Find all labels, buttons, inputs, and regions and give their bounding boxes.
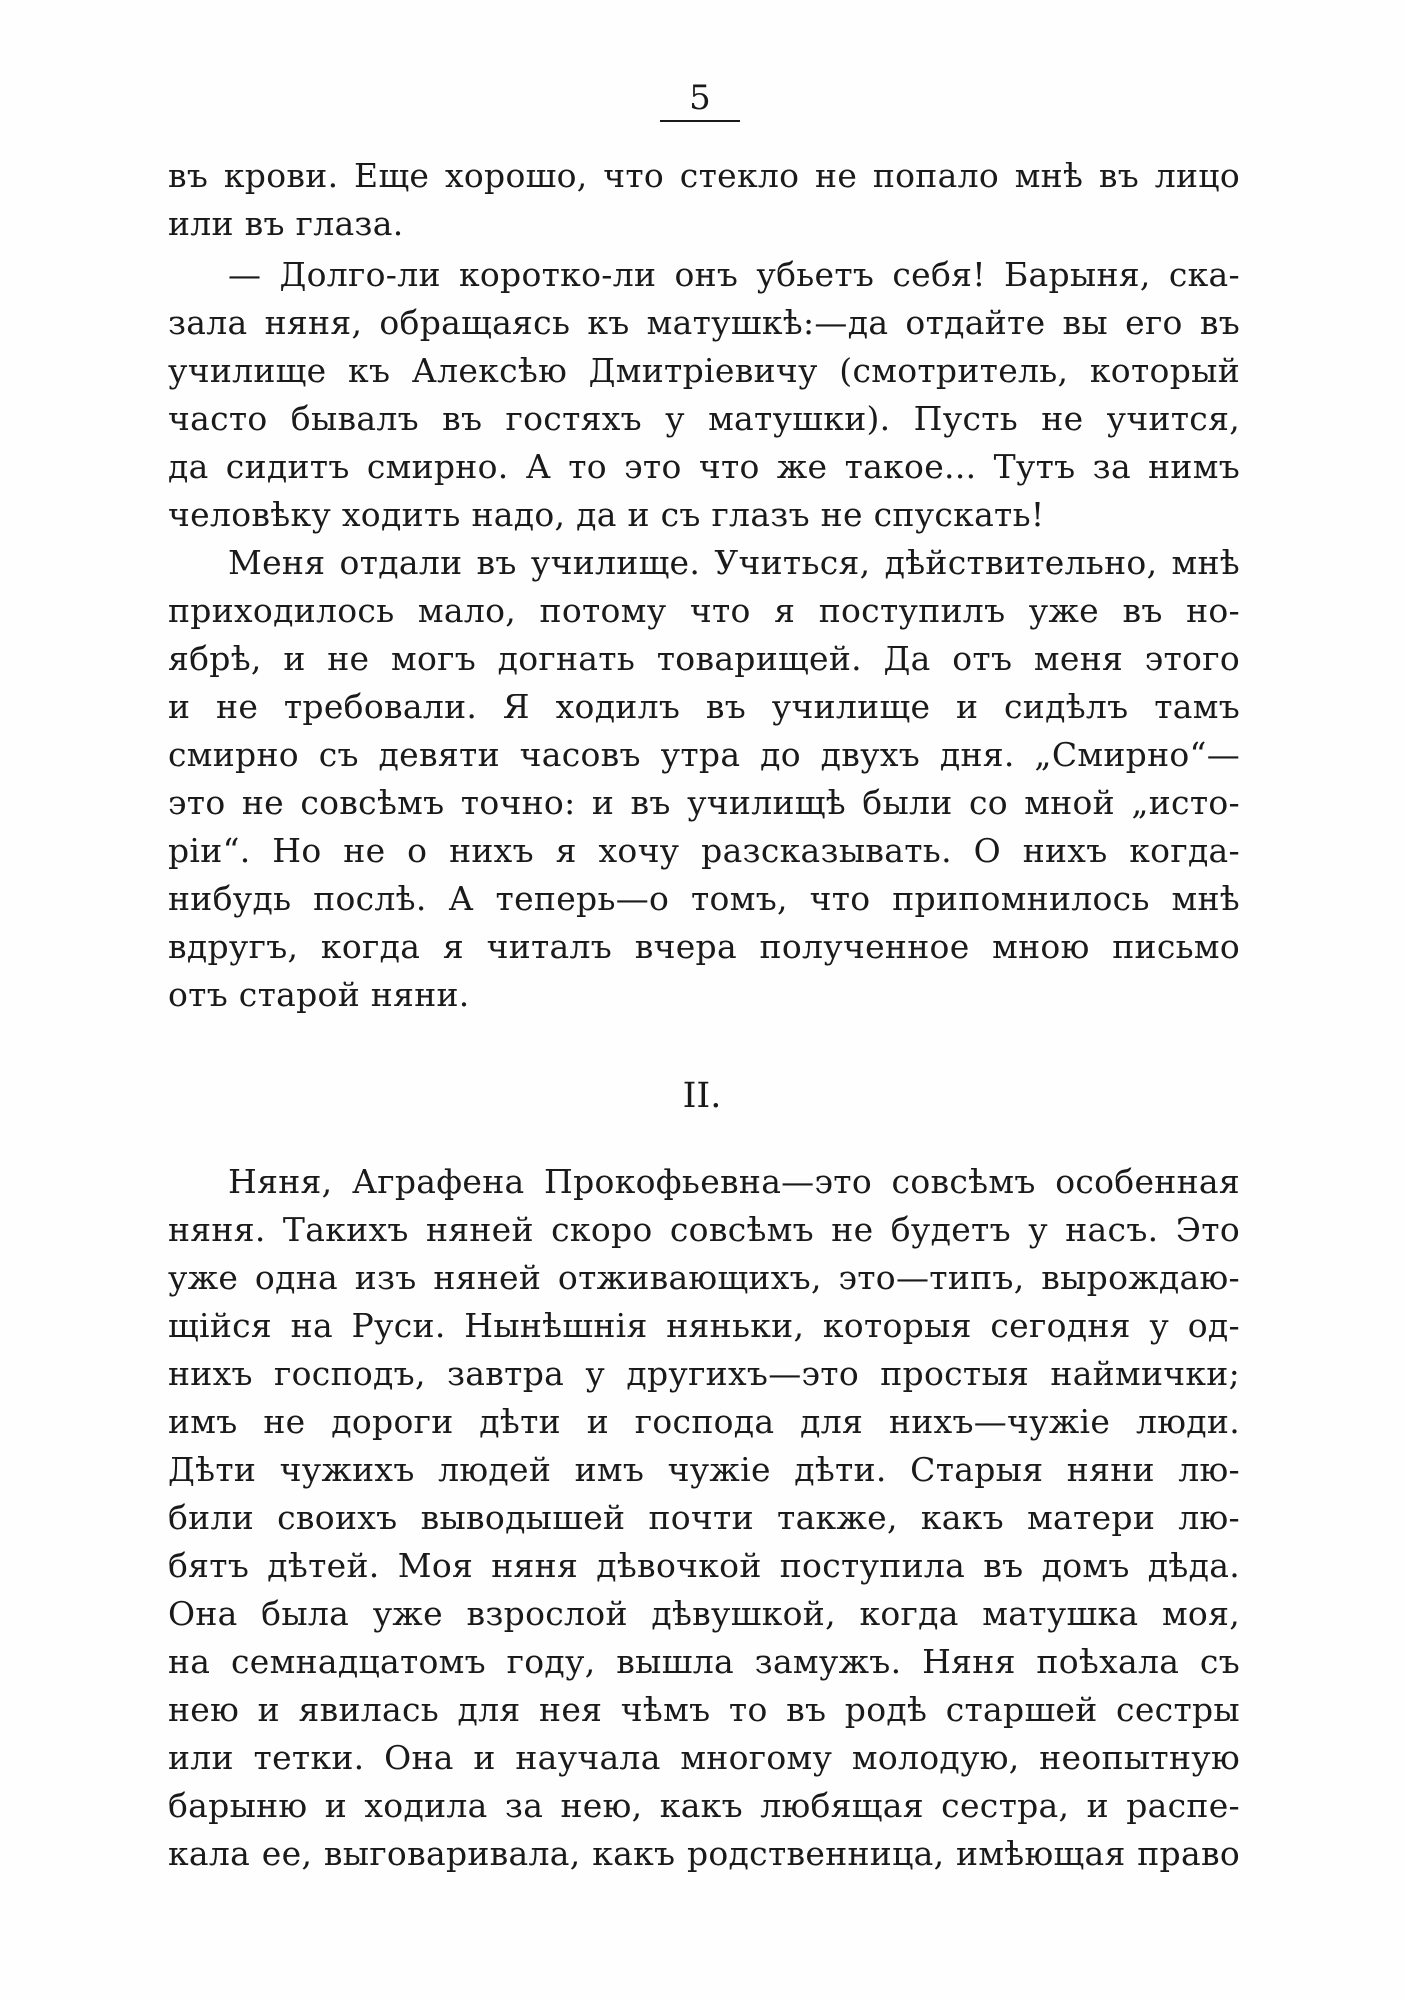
text-line: часто бывалъ въ гостяхъ у матушки). Пусть не учится,	[168, 399, 1240, 438]
text-line: отъ старой няни.	[168, 975, 470, 1014]
text-line: на семнадцатомъ году, вышла замужъ. Няня поѣхала съ	[168, 1642, 1240, 1681]
text-line: Она была уже взрослой дѣвушкой, когда матушка моя,	[168, 1594, 1240, 1633]
text-line: человѣку ходить надо, да и съ глазъ не спускать!	[168, 495, 1045, 534]
text-line: зала няня, обращаясь къ матушкѣ:—да отдайте вы его въ	[168, 303, 1240, 342]
text-line: били своихъ выводышей почти также, какъ матери лю-	[168, 1498, 1240, 1537]
text-line: Няня, Аграфена Прокофьевна—это совсѣмъ особенная	[228, 1162, 1240, 1201]
text-line: смирно съ девяти часовъ утра до двухъ дня. „Смирно“—	[168, 735, 1240, 774]
text-line: приходилось мало, потому что я поступилъ уже въ но-	[168, 591, 1240, 630]
text-line: или тетки. Она и научала многому молодую, неопытную	[168, 1738, 1240, 1777]
text-line: вдругъ, когда я читалъ вчера полученное мною письмо	[168, 927, 1240, 966]
text-line: нихъ господъ, завтра у другихъ—это простыя наймички;	[168, 1354, 1240, 1393]
text-line: да сидитъ смирно. А то это что же такое... Тутъ за нимъ	[168, 447, 1240, 486]
text-line: и не требовали. Я ходилъ въ училище и сидѣлъ тамъ	[168, 687, 1240, 726]
text-line: нею и явилась для нея чѣмъ то въ родѣ старшей сестры	[168, 1690, 1240, 1729]
text-line: это не совсѣмъ точно: и въ училищѣ были со мной „исто-	[168, 783, 1240, 822]
text-line: няня. Такихъ няней скоро совсѣмъ не будетъ у насъ. Это	[168, 1210, 1240, 1249]
page-number: 5	[660, 78, 740, 122]
continued-paragraph	[168, 152, 1240, 248]
paragraph	[168, 539, 1240, 1019]
text-line: бятъ дѣтей. Моя няня дѣвочкой поступила въ домъ дѣда.	[168, 1546, 1240, 1585]
paragraph	[168, 1158, 1240, 1878]
text-line: ябрѣ, и не могъ догнать товарищей. Да отъ меня этого	[168, 639, 1240, 678]
text-line: щійся на Руси. Нынѣшнія няньки, которыя сегодня у од-	[168, 1306, 1240, 1345]
text-line: уже одна изъ няней отживающихъ, это—типъ, вырождаю-	[168, 1258, 1240, 1297]
section-heading: II.	[682, 1076, 722, 1116]
text-line: училище къ Алексѣю Дмитріевичу (смотритель, который	[168, 351, 1240, 390]
text-line: или въ глаза.	[168, 204, 404, 243]
text-line: барыню и ходила за нею, какъ любящая сестра, и распе-	[168, 1786, 1240, 1825]
text-line: Дѣти чужихъ людей имъ чужіе дѣти. Старыя няни лю-	[168, 1450, 1240, 1489]
text-line: имъ не дороги дѣти и господа для нихъ—чужіе люди.	[168, 1402, 1240, 1441]
text-line: Меня отдали въ училище. Учиться, дѣйствительно, мнѣ	[228, 543, 1240, 582]
paragraph	[168, 251, 1240, 539]
text-line: въ крови. Еще хорошо, что стекло не попало мнѣ въ лицо	[168, 156, 1240, 195]
text-line: кала ее, выговаривала, какъ родственница, имѣющая право	[168, 1834, 1240, 1873]
text-line: ріи“. Но не о нихъ я хочу разсказывать. О нихъ когда-	[168, 831, 1240, 870]
text-line: — Долго-ли коротко-ли онъ убьетъ себя! Барыня, ска-	[228, 255, 1240, 294]
text-line: нибудь послѣ. А теперь—о томъ, что припомнилось мнѣ	[168, 879, 1240, 918]
